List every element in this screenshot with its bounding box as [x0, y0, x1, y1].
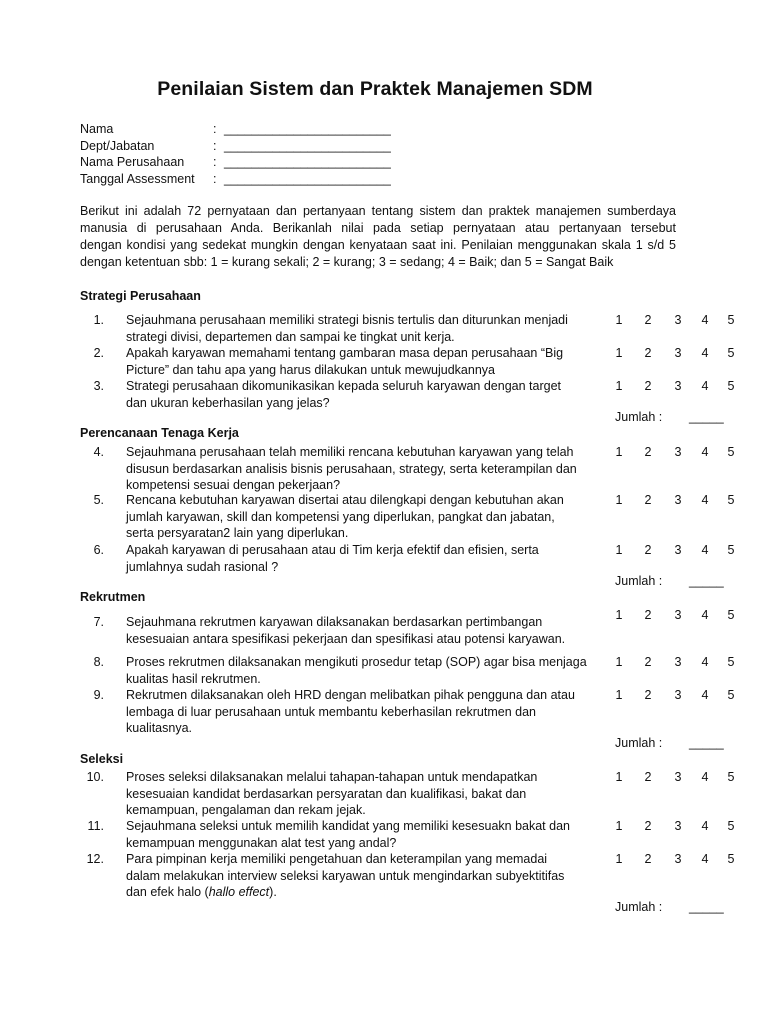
score-option-5[interactable]: 5 [727, 852, 735, 866]
score-option-2[interactable]: 2 [644, 688, 652, 702]
score-option-3[interactable]: 3 [674, 819, 682, 833]
question-line: Proses seleksi dilaksanakan melalui tahapan-tahapan untuk mendapatkan [126, 770, 538, 784]
score-option-5[interactable]: 5 [727, 493, 735, 507]
field-colon: : [213, 155, 217, 170]
jumlah-label: Jumlah : [615, 574, 663, 588]
question-text [126, 654, 601, 687]
section-title: Perencanaan Tenaga Kerja [80, 426, 239, 440]
score-option-4[interactable]: 4 [701, 655, 709, 669]
score-option-4[interactable]: 4 [701, 379, 709, 393]
score-option-1[interactable]: 1 [615, 655, 623, 669]
field-colon: : [213, 171, 217, 186]
score-option-1[interactable]: 1 [615, 688, 623, 702]
score-option-4[interactable]: 4 [701, 313, 709, 327]
question-line: jumlahnya sudah rasional ? [126, 559, 279, 574]
score-option-3[interactable]: 3 [674, 852, 682, 866]
question-line: serta persyaratan2 lain yang diperlukan. [126, 526, 349, 540]
field-label: Nama [80, 122, 114, 136]
section-title: Rekrutmen [80, 590, 146, 604]
score-option-5[interactable]: 5 [727, 313, 735, 327]
field-label: Tanggal Assessment [80, 171, 195, 186]
score-option-5[interactable]: 5 [727, 608, 735, 622]
jumlah-field[interactable]: _____ [689, 574, 724, 588]
score-option-3[interactable]: 3 [674, 688, 682, 702]
score-option-5[interactable]: 5 [727, 770, 735, 784]
score-option-5[interactable]: 5 [727, 655, 735, 669]
field-label: Dept/Jabatan [80, 138, 155, 153]
section-title: Seleksi [80, 752, 124, 766]
jumlah-label: Jumlah : [615, 410, 663, 424]
question-line: dan efek halo (hallo effect). [126, 885, 277, 899]
question-line: Sejauhmana seleksi untuk memilih kandidat yang memiliki kesesuakn bakat dan [126, 819, 570, 833]
score-option-1[interactable]: 1 [615, 445, 623, 459]
question-number: 9. [93, 688, 104, 702]
question-text [126, 614, 601, 647]
jumlah-total [615, 574, 724, 588]
score-option-3[interactable]: 3 [674, 493, 682, 507]
field-label: Nama Perusahaan [80, 155, 185, 170]
question-text [126, 818, 601, 851]
score-option-4[interactable]: 4 [701, 493, 709, 507]
question-line: Rencana kebutuhan karyawan disertai atau dilengkapi dengan kebutuhan akan [126, 493, 564, 507]
question-line: kesesuaian kandidat berdasarkan persyaratan dan kualifikasi, bakat dan [126, 786, 527, 801]
question-number: 12. [86, 852, 104, 866]
question-line: Apakah karyawan memahami tentang gambaran masa depan perusahaan “Big [126, 346, 564, 360]
question-line: Picture” dan tahu apa yang harus dilakukan untuk mewujudkannya [126, 362, 495, 377]
question-line: jumlah karyawan, skill dan kompetensi yang diperlukan, pangkat dan jabatan, [126, 509, 555, 524]
score-option-5[interactable]: 5 [727, 346, 735, 360]
question-number: 11. [87, 819, 104, 833]
score-option-3[interactable]: 3 [674, 313, 682, 327]
score-option-3[interactable]: 3 [674, 445, 682, 459]
jumlah-field[interactable]: _____ [689, 410, 724, 424]
score-option-1[interactable]: 1 [615, 819, 623, 833]
score-option-4[interactable]: 4 [701, 770, 709, 784]
nama-perusahaan-field[interactable]: ________________________ [224, 155, 391, 170]
score-option-1[interactable]: 1 [615, 770, 623, 784]
question-line: Sejauhmana perusahaan telah memiliki rencana kebutuhan karyawan yang telah [126, 445, 574, 459]
intro-line: dengan ketentuan sbb: 1 = kurang sekali; 2 = kurang; 3 = sedang; 4 = Baik; dan 5 = Sangat Baik [80, 255, 614, 269]
question-number: 1. [93, 313, 104, 327]
jumlah-total [615, 900, 724, 914]
question-line: Sejauhmana rekrutmen karyawan dilaksanakan berdasarkan pertimbangan [126, 615, 543, 629]
intro-paragraph [80, 203, 676, 271]
score-option-2[interactable]: 2 [644, 770, 652, 784]
score-option-5[interactable]: 5 [727, 445, 735, 459]
question-line: Rekrutmen dilaksanakan oleh HRD dengan melibatkan pihak pengguna dan atau [126, 688, 575, 702]
question-text [126, 851, 601, 901]
question-line: kemampuan menggunakan alat test yang andal? [126, 835, 397, 850]
score-option-2[interactable]: 2 [644, 313, 652, 327]
question-number: 2. [93, 346, 104, 360]
score-option-2[interactable]: 2 [644, 608, 652, 622]
question-number: 3. [93, 379, 104, 393]
section-title: Strategi Perusahaan [80, 289, 201, 303]
score-option-3[interactable]: 3 [674, 608, 682, 622]
score-option-4[interactable]: 4 [701, 852, 709, 866]
score-option-3[interactable]: 3 [674, 543, 682, 557]
score-option-5[interactable]: 5 [727, 819, 735, 833]
score-option-2[interactable]: 2 [644, 379, 652, 393]
dept-jabatan-field[interactable]: ________________________ [224, 138, 391, 153]
question-text [126, 312, 601, 345]
jumlah-total [615, 410, 724, 424]
score-option-4[interactable]: 4 [701, 543, 709, 557]
score-option-1[interactable]: 1 [615, 493, 623, 507]
question-line: Sejauhmana perusahaan memiliki strategi bisnis tertulis dan diturunkan menjadi [126, 313, 568, 327]
question-line: Strategi perusahaan dikomunikasikan kepada seluruh karyawan dengan target [126, 379, 562, 393]
score-option-1[interactable]: 1 [615, 852, 623, 866]
score-option-3[interactable]: 3 [674, 655, 682, 669]
question-line: disusun berdasarkan analisis bisnis perusahaan, strategy, serta keterampilan dan [126, 461, 577, 476]
score-option-5[interactable]: 5 [727, 543, 735, 557]
question-text [126, 345, 601, 378]
jumlah-total [615, 736, 724, 750]
score-option-2[interactable]: 2 [644, 346, 652, 360]
question-number: 5. [93, 493, 104, 507]
score-option-3[interactable]: 3 [674, 346, 682, 360]
score-option-2[interactable]: 2 [644, 819, 652, 833]
score-option-4[interactable]: 4 [701, 608, 709, 622]
score-option-4[interactable]: 4 [701, 819, 709, 833]
question-line: dalam melakukan interview seleksi karyawan untuk mengindarkan subyektitifas [126, 868, 565, 883]
question-text [126, 378, 601, 411]
page-title: Penilaian Sistem dan Praktek Manajemen SDM [157, 78, 593, 100]
question-line: strategi divisi, departemen dan sampai ke tingkat unit kerja. [126, 329, 455, 344]
jumlah-label: Jumlah : [615, 736, 663, 750]
score-option-2[interactable]: 2 [644, 445, 652, 459]
question-line: kualitasnya. [126, 721, 193, 735]
question-line: kesesuaian antara spesifikasi pekerjaan dan spesifikasi atau potensi karyawan. [126, 631, 566, 646]
score-option-2[interactable]: 2 [644, 655, 652, 669]
score-option-1[interactable]: 1 [615, 379, 623, 393]
question-line: kualitas hasil rekrutmen. [126, 671, 261, 686]
tanggal-assessment-field[interactable]: ________________________ [224, 171, 391, 186]
question-text [126, 492, 601, 542]
score-option-1[interactable]: 1 [615, 313, 623, 327]
question-text [126, 687, 601, 737]
field-colon: : [213, 138, 217, 153]
jumlah-field[interactable]: _____ [689, 736, 724, 750]
intro-line: Berikut ini adalah 72 pernyataan dan pertanyaan tentang sistem dan praktek manajemen sumberdaya [80, 204, 676, 218]
question-line: kompetensi sesuai dengan pekerjaan? [126, 478, 341, 492]
question-text [126, 769, 601, 819]
question-line: Para pimpinan kerja memiliki pengetahuan dan keterampilan yang memadai [126, 852, 548, 866]
score-option-1[interactable]: 1 [615, 608, 623, 622]
score-option-2[interactable]: 2 [644, 852, 652, 866]
question-number: 8. [93, 655, 104, 669]
score-option-5[interactable]: 5 [727, 379, 735, 393]
field-colon: : [213, 122, 217, 136]
question-number: 10. [86, 770, 104, 784]
score-option-4[interactable]: 4 [701, 346, 709, 360]
question-line: Apakah karyawan di perusahaan atau di Tim kerja efektif dan efisien, serta [126, 543, 539, 557]
score-option-5[interactable]: 5 [727, 688, 735, 702]
question-number: 7. [93, 615, 104, 629]
score-option-1[interactable]: 1 [615, 543, 623, 557]
score-option-1[interactable]: 1 [615, 346, 623, 360]
question-number: 4. [93, 445, 104, 459]
score-option-3[interactable]: 3 [674, 379, 682, 393]
score-option-4[interactable]: 4 [701, 688, 709, 702]
intro-line: dengan kondisi yang sedekat mungkin dengan kenyataan saat ini. Penilaian menggunakan skala 1 s/d 5 [80, 238, 676, 252]
jumlah-label: Jumlah : [615, 900, 663, 914]
question-text [126, 542, 601, 575]
question-line: kemampuan, pengalaman dan rekam jejak. [126, 803, 366, 817]
question-line: dan ukuran keberhasilan yang jelas? [126, 395, 330, 410]
question-line: Proses rekrutmen dilaksanakan mengikuti prosedur tetap (SOP) agar bisa menjaga [126, 655, 587, 669]
score-option-4[interactable]: 4 [701, 445, 709, 459]
intro-line: manusia di perusahaan Anda. Berikanlah nilai pada setiap pernyataan atau pertanyaan tersebut [80, 221, 676, 235]
nama-field[interactable]: ________________________ [224, 122, 391, 136]
score-option-2[interactable]: 2 [644, 493, 652, 507]
score-option-3[interactable]: 3 [674, 770, 682, 784]
question-text [126, 444, 601, 494]
question-number: 6. [93, 543, 104, 557]
score-option-2[interactable]: 2 [644, 543, 652, 557]
question-line: lembaga di luar perusahaan untuk membantu keberhasilan rekrutmen dan [126, 704, 536, 719]
jumlah-field[interactable]: _____ [689, 900, 724, 914]
